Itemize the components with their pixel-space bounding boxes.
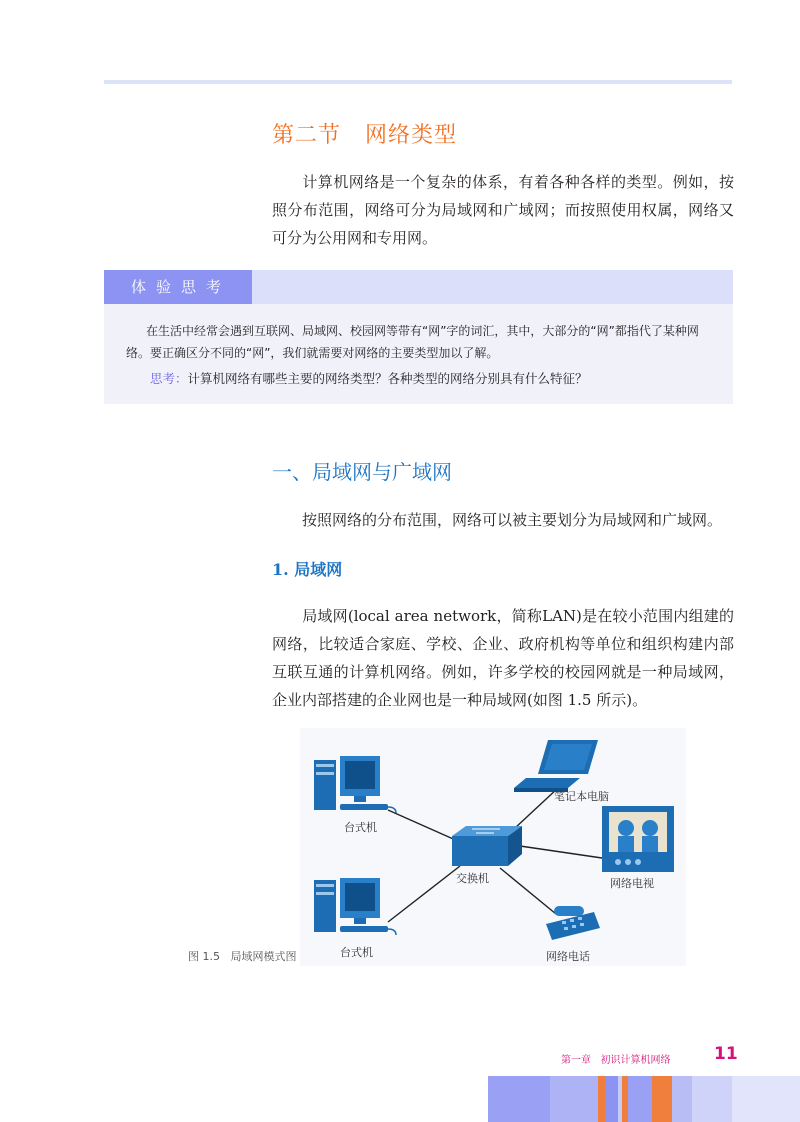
section-name: 网络类型 bbox=[365, 123, 458, 148]
figure-caption-text: 局域网模式图 bbox=[230, 950, 297, 963]
item-heading bbox=[272, 557, 342, 580]
network-tv-icon bbox=[602, 806, 674, 872]
subsection-paragraph bbox=[272, 506, 734, 534]
item-paragraph-text: 局域网(local area network，简称LAN)是在较小范围内组建的网络，比较适合家庭、学校、企业、政府机构等单位和组织构建内部互联互通的计算机网络。例如，许多学校的校园网就是一种局域网，企业内部搭建的企业网也是一种局域网(如图 1.5 所示)。 bbox=[272, 607, 734, 709]
switch-label: 交换机 bbox=[456, 872, 489, 885]
footer-decoration-bars bbox=[488, 1076, 800, 1122]
item-title: 局域网 bbox=[294, 560, 343, 579]
think-tag: 体验思考 bbox=[104, 270, 252, 304]
think-question-text: 计算机网络有哪些主要的网络类型？各种类型的网络分别具有什么特征？ bbox=[187, 371, 588, 386]
subsection-heading: 一、局域网与广域网 bbox=[272, 460, 452, 484]
net-phone-label: 网络电话 bbox=[546, 950, 590, 963]
intro-paragraph bbox=[272, 168, 734, 252]
lan-diagram bbox=[300, 728, 686, 966]
top-rule bbox=[104, 80, 732, 84]
page-number: 11 bbox=[714, 1044, 738, 1064]
footer-chapter bbox=[561, 1051, 671, 1066]
switch-icon bbox=[452, 826, 522, 866]
think-text-content: 在生活中经常会遇到互联网、局域网、校园网等带有“网”字的词汇，其中，大部分的“网”都指代了某种网络。要正确区分不同的“网”，我们就需要对网络的主要类型加以了解。 bbox=[126, 324, 699, 360]
footer-chapter-number: 第一章 bbox=[561, 1055, 591, 1066]
item-number: 1. bbox=[272, 560, 289, 579]
item-paragraph bbox=[272, 602, 734, 714]
section-number: 第二节 bbox=[272, 123, 342, 148]
desktop2-label: 台式机 bbox=[340, 946, 373, 959]
desktop1-label: 台式机 bbox=[344, 821, 377, 834]
think-question bbox=[150, 368, 588, 390]
subsection-paragraph-text: 按照网络的分布范围，网络可以被主要划分为局域网和广域网。 bbox=[302, 511, 723, 529]
think-text bbox=[126, 320, 714, 364]
footer-chapter-title: 初识计算机网络 bbox=[600, 1055, 671, 1066]
figure-number: 图 1.5 bbox=[188, 950, 220, 963]
section-title bbox=[272, 118, 457, 149]
think-box bbox=[104, 270, 733, 404]
think-question-label: 思考： bbox=[150, 371, 188, 386]
laptop-label: 笔记本电脑 bbox=[554, 790, 609, 803]
net-tv-label: 网络电视 bbox=[610, 877, 654, 890]
intro-paragraph-text: 计算机网络是一个复杂的体系，有着各种各样的类型。例如，按照分布范围，网络可分为局域网和广域网；而按照使用权属，网络又可分为公用网和专用网。 bbox=[272, 173, 734, 247]
figure-caption bbox=[188, 948, 297, 964]
